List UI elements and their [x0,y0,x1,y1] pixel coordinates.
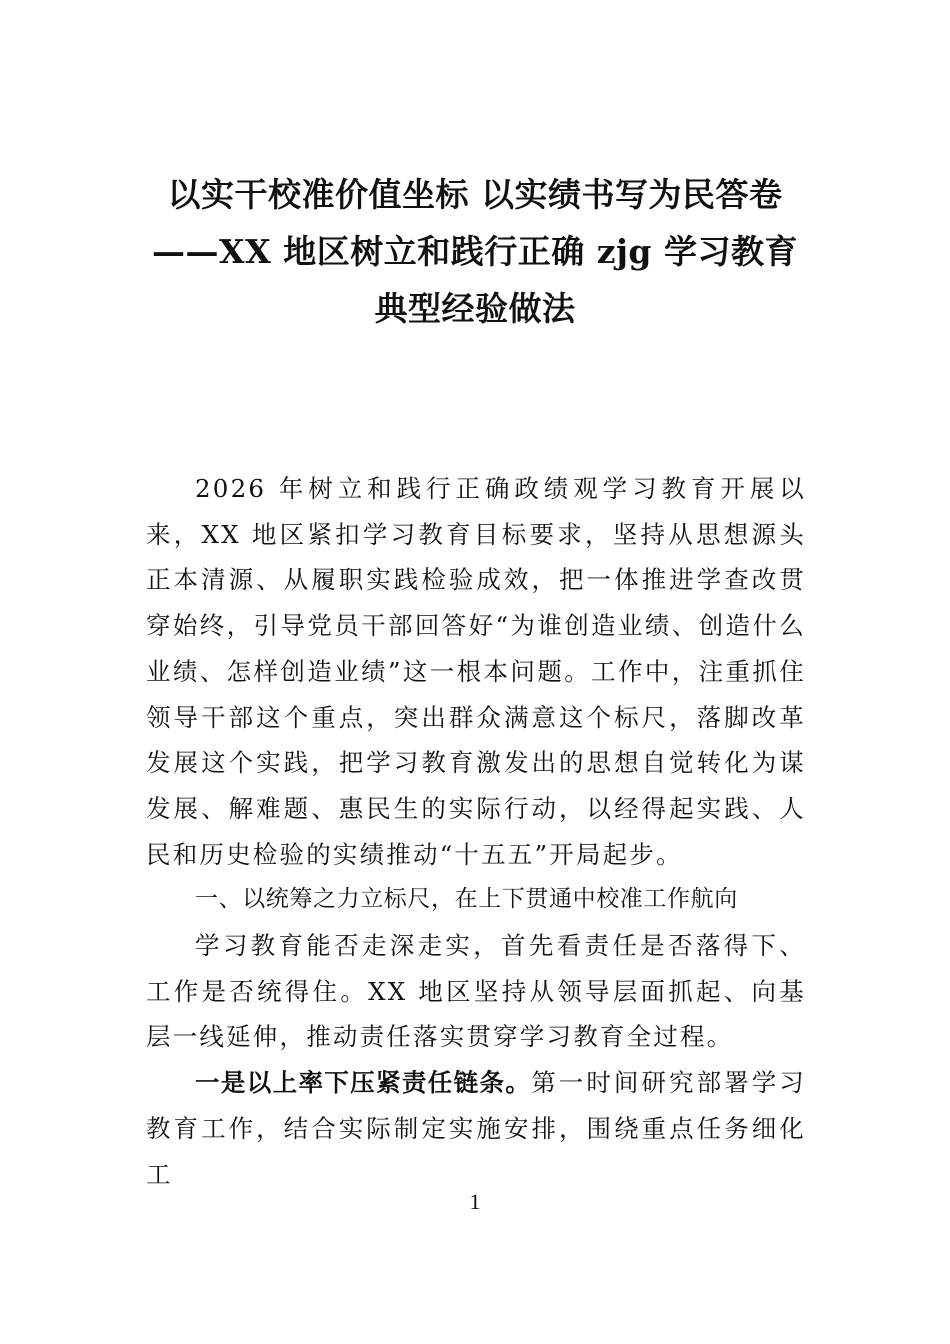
point-1-text: 第一时间研究部署学习教育工作，结合实际制定实施安排，围绕重点任务细化工 [146,1068,807,1189]
section-heading-1: 一、以统筹之力立标尺，在上下贯通中校准工作航向 [195,886,738,913]
point-1-paragraph [146,1060,806,1197]
title-line-2: ——XX 地区树立和践行正确 zjg 学习教育 [152,232,798,271]
page-number: 1 [469,1189,481,1214]
title-line-3: 典型经验做法 [374,289,576,328]
document-title [0,166,950,337]
document-body [146,466,806,1197]
section-1-paragraph: 学习教育能否走深走实，首先看责任是否落得下、工作是否统得住。XX 地区坚持从领导层面抓起、向基层一线延伸，推动责任落实贯穿学习教育全过程。 [146,931,806,1052]
point-1-lead: 一是以上率下压紧责任链条。 [195,1068,532,1098]
title-line-1: 以实干校准价值坐标 以实绩书写为民答卷 [167,175,783,214]
intro-paragraph: 2026 年树立和践行正确政绩观学习教育开展以来，XX 地区紧扣学习教育目标要求，坚持从思想源头正本清源、从履职实践检验成效，把一体推进学查改贯穿始终，引导党员干部回答好“为谁创造业绩、创造什么业绩、怎样创造业绩”这一根本问题。工作中，注重抓住领导干部这个重点，突出群众满意这个标尺，落脚改革发展这个实践，把学习教育激发出的思想自觉转化为谋发展、解难题、惠民生的实际行动，以经得起实践、人民和历史检验的实绩推动“十五五”开局起步。 [146,474,806,869]
